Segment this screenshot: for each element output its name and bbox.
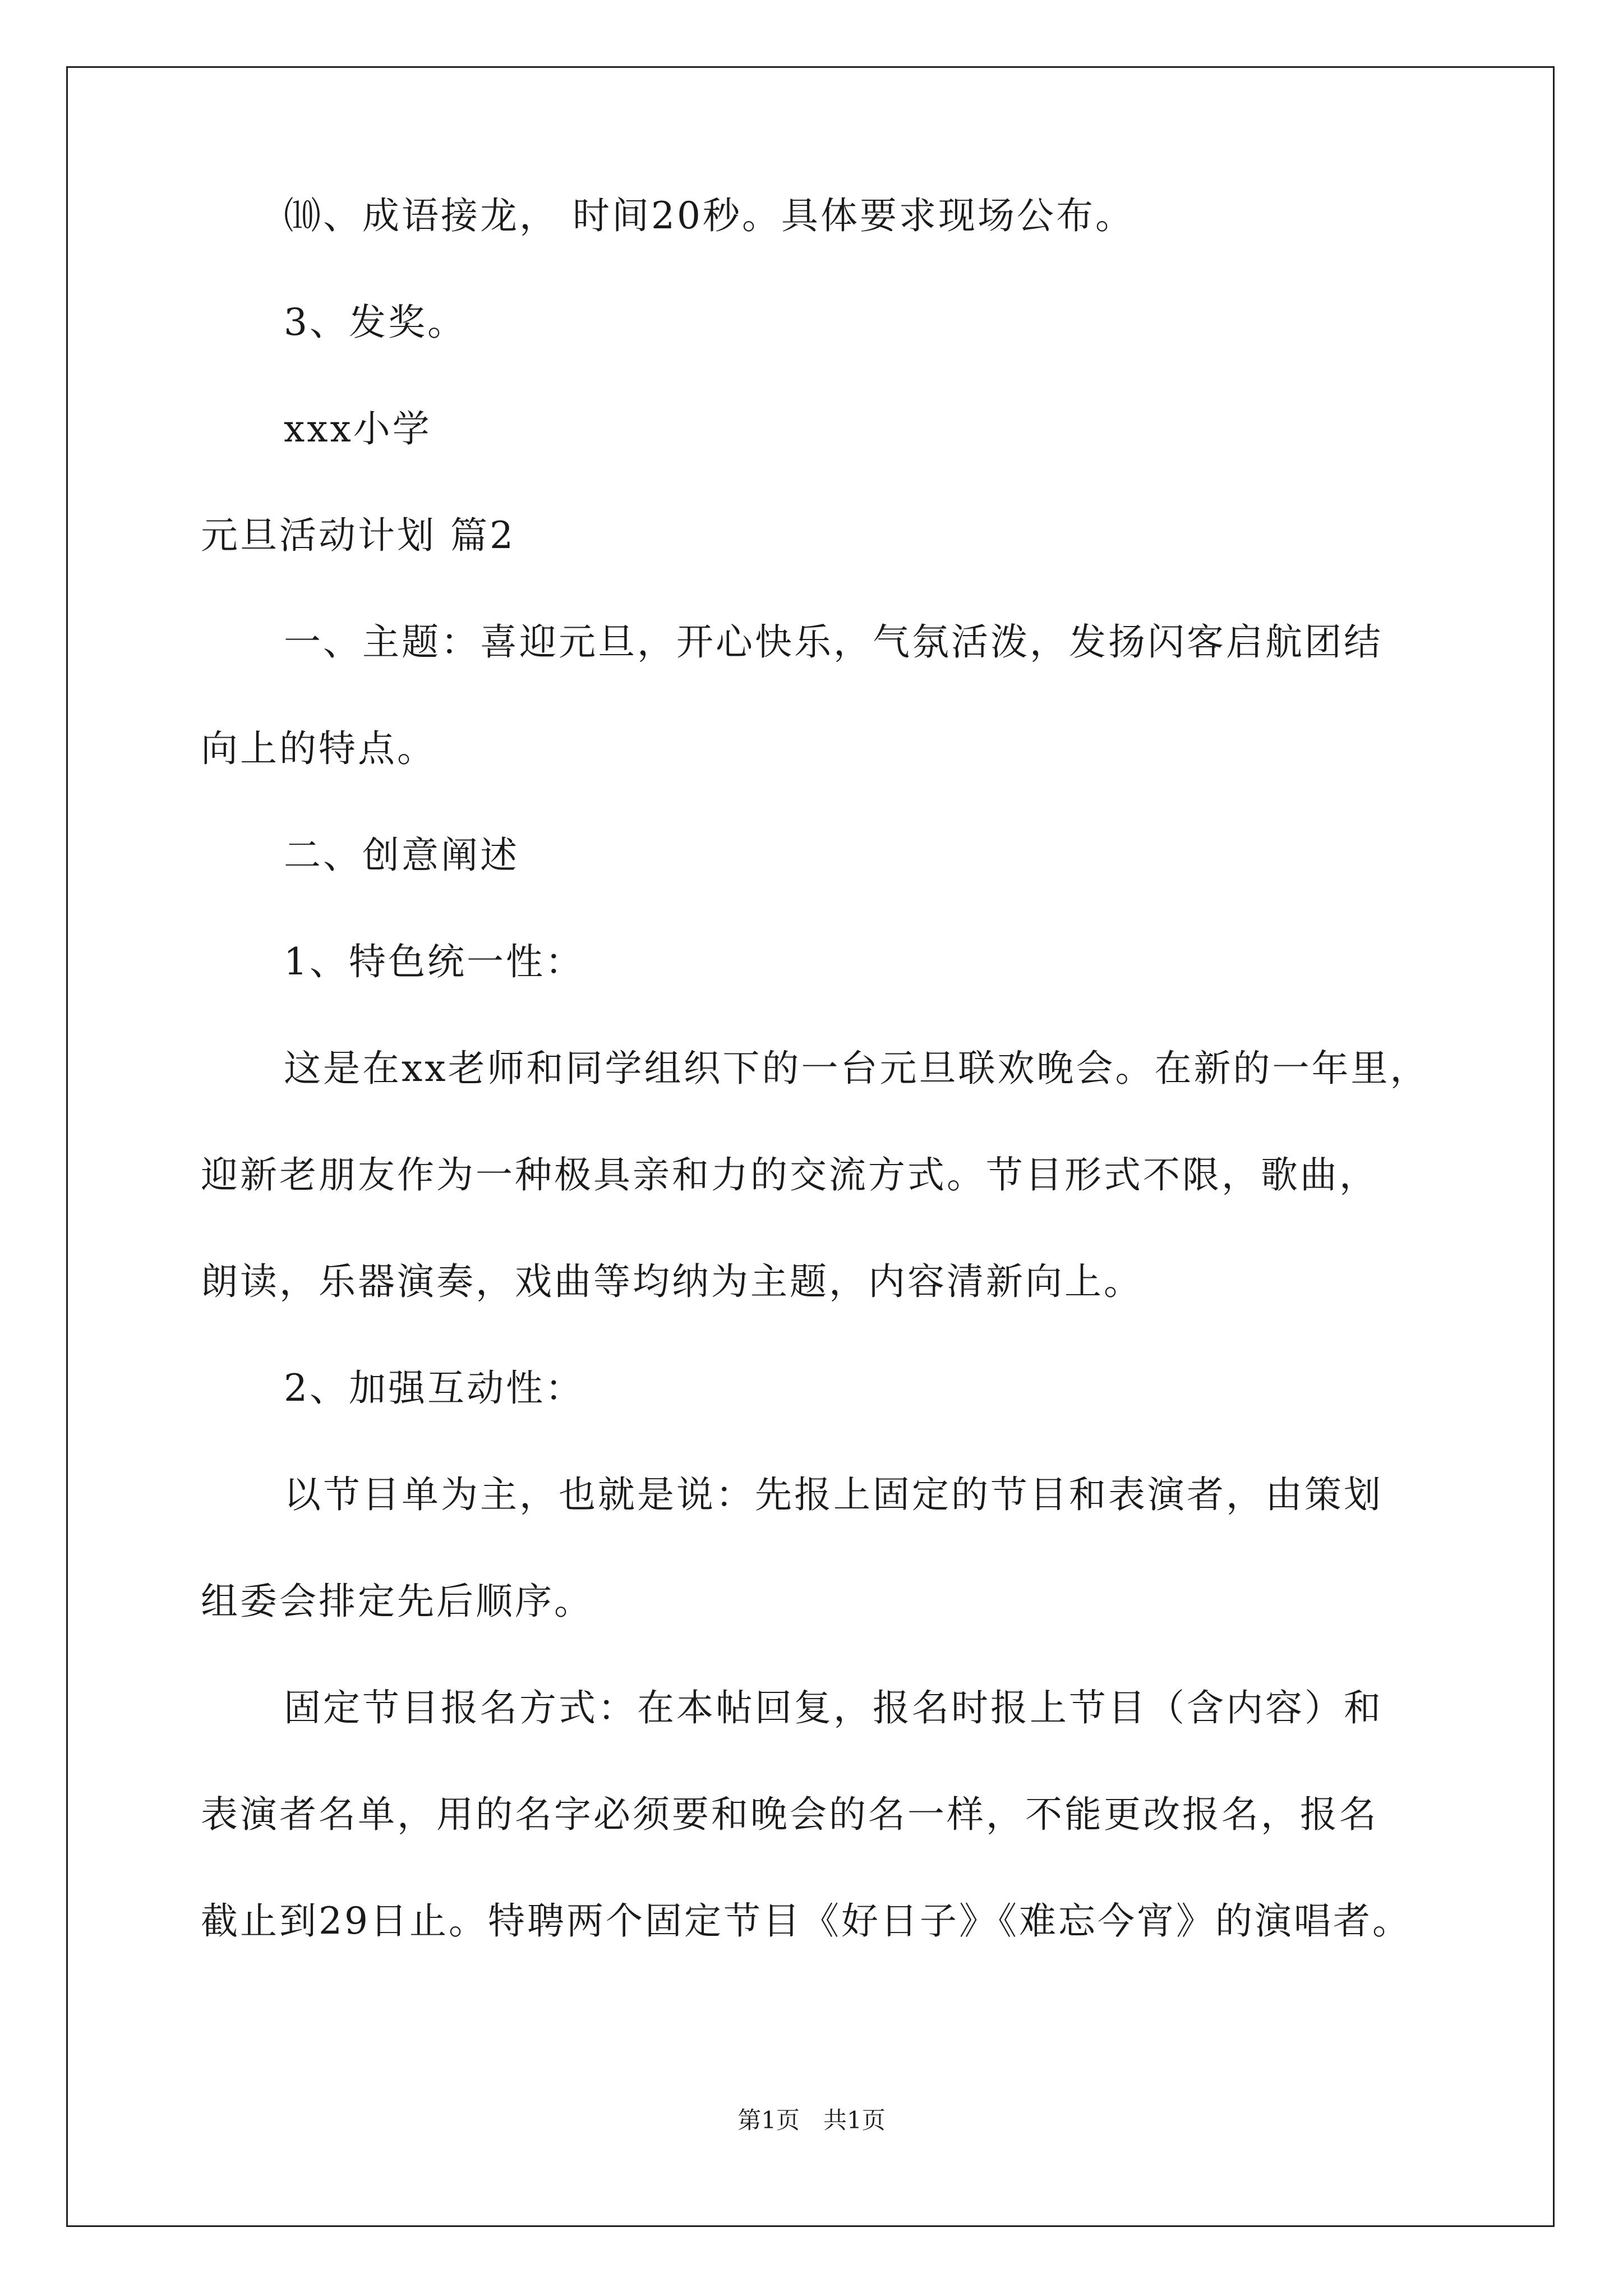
unity-paragraph-line-2: 迎新老朋友作为一种极具亲和力的交流方式。节目形式不限，歌曲， [201,1153,1378,1197]
signup-paragraph-line-1: 固定节目报名方式：在本帖回复，报名时报上节目（含内容）和 [284,1686,1383,1729]
section-heading: 元旦活动计划 篇2 [201,514,515,557]
unity-paragraph-line-3: 朗读，乐器演奏，戏曲等均纳为主题，内容清新向上。 [201,1260,1143,1303]
creative-heading: 二、创意阐述 [284,834,519,877]
interaction-paragraph-line-2: 组委会排定先后顺序。 [201,1580,593,1623]
signup-paragraph-line-3: 截止到29日止。特聘两个固定节目《好日子》《难忘今宵》的演唱者。 [201,1899,1412,1943]
subheading-unity: 1、特色统一性： [284,940,584,983]
unity-paragraph-line-1: 这是在xx老师和同学组织下的一台元旦联欢晚会。在新的一年里， [284,1047,1430,1090]
theme-paragraph-line-2: 向上的特点。 [201,727,436,770]
school-name: xxx小学 [284,407,432,450]
interaction-paragraph-line-1: 以节目单为主，也就是说：先报上固定的节目和表演者，由策划 [284,1473,1383,1516]
step-awards: 3、发奖。 [284,301,467,344]
theme-paragraph-line-1: 一、主题：喜迎元旦，开心快乐，气氛活泼，发扬闪客启航团结 [284,620,1383,664]
list-item-idiom-relay: ⑽、成语接龙， 时间20秒。具体要求现场公布。 [284,194,1135,237]
subheading-interaction: 2、加强互动性： [284,1366,584,1410]
page-footer: 第1页 共1页 [737,2106,886,2134]
signup-paragraph-line-2: 表演者名单，用的名字必须要和晚会的名一样，不能更改报名，报名 [201,1793,1378,1836]
